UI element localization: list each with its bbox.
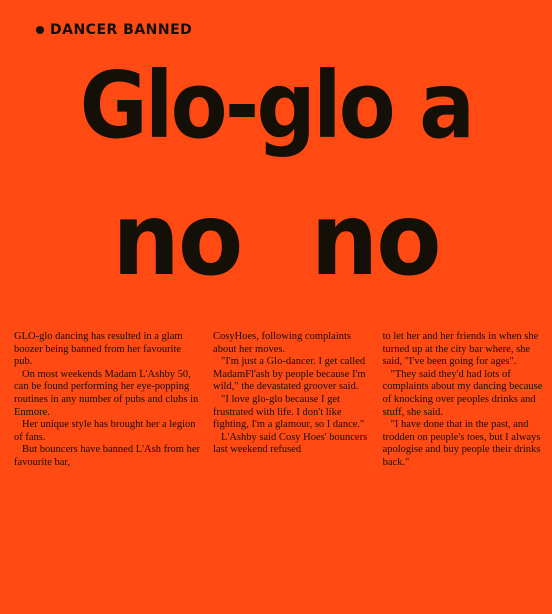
- paragraph: But bouncers have banned L'Ash from her favourite bar,: [14, 444, 201, 468]
- paragraph: "They said they'd had lots of complaints about my dancing because of knocking over peoples drinks and stuff, she said.: [382, 368, 543, 418]
- paragraph: "I'm just a Glo-dancer. I get called MadamFl'ash by people because I'm wild," the devastated groover said.: [213, 356, 366, 393]
- article-body: [14, 331, 546, 470]
- headline-line-2: no no: [112, 181, 440, 298]
- kicker-label: DANCER BANNED: [50, 22, 193, 38]
- paragraph: "I love glo-glo because I get frustrated with life. I don't like fighting, I'm a glamour, so I dance.": [213, 393, 365, 431]
- paragraph: GLO-glo dancing has resulted in a glam boozer being banned from her favourite pub.: [14, 331, 183, 368]
- bullet-icon: [36, 26, 44, 34]
- paragraph: L'Ashby said Cosy Hoes' bouncers last weekend refused: [213, 431, 368, 456]
- paragraph: Her unique style has brought her a legion of fans.: [14, 419, 196, 443]
- article-column-3: [383, 331, 546, 470]
- article-column-2: [213, 331, 371, 470]
- section-kicker: [36, 22, 192, 38]
- paragraph: CosyHoes, following complaints about her moves.: [213, 331, 351, 355]
- paragraph: to let her and her friends in when she turned up at the city bar where, she said, "I've been going for ages".: [382, 331, 539, 368]
- paragraph: "I have done that in the past, and trodden on people's toes, but I always apologise and buy people their drinks back.": [382, 419, 541, 468]
- paragraph: On most weekends Madam L'Ashby 50, can be found performing her eye-popping routines in any number of pubs and clubs in Enmore.: [14, 368, 199, 418]
- article-column-1: [14, 331, 201, 470]
- headline-line-1: Glo-glo a: [79, 52, 473, 159]
